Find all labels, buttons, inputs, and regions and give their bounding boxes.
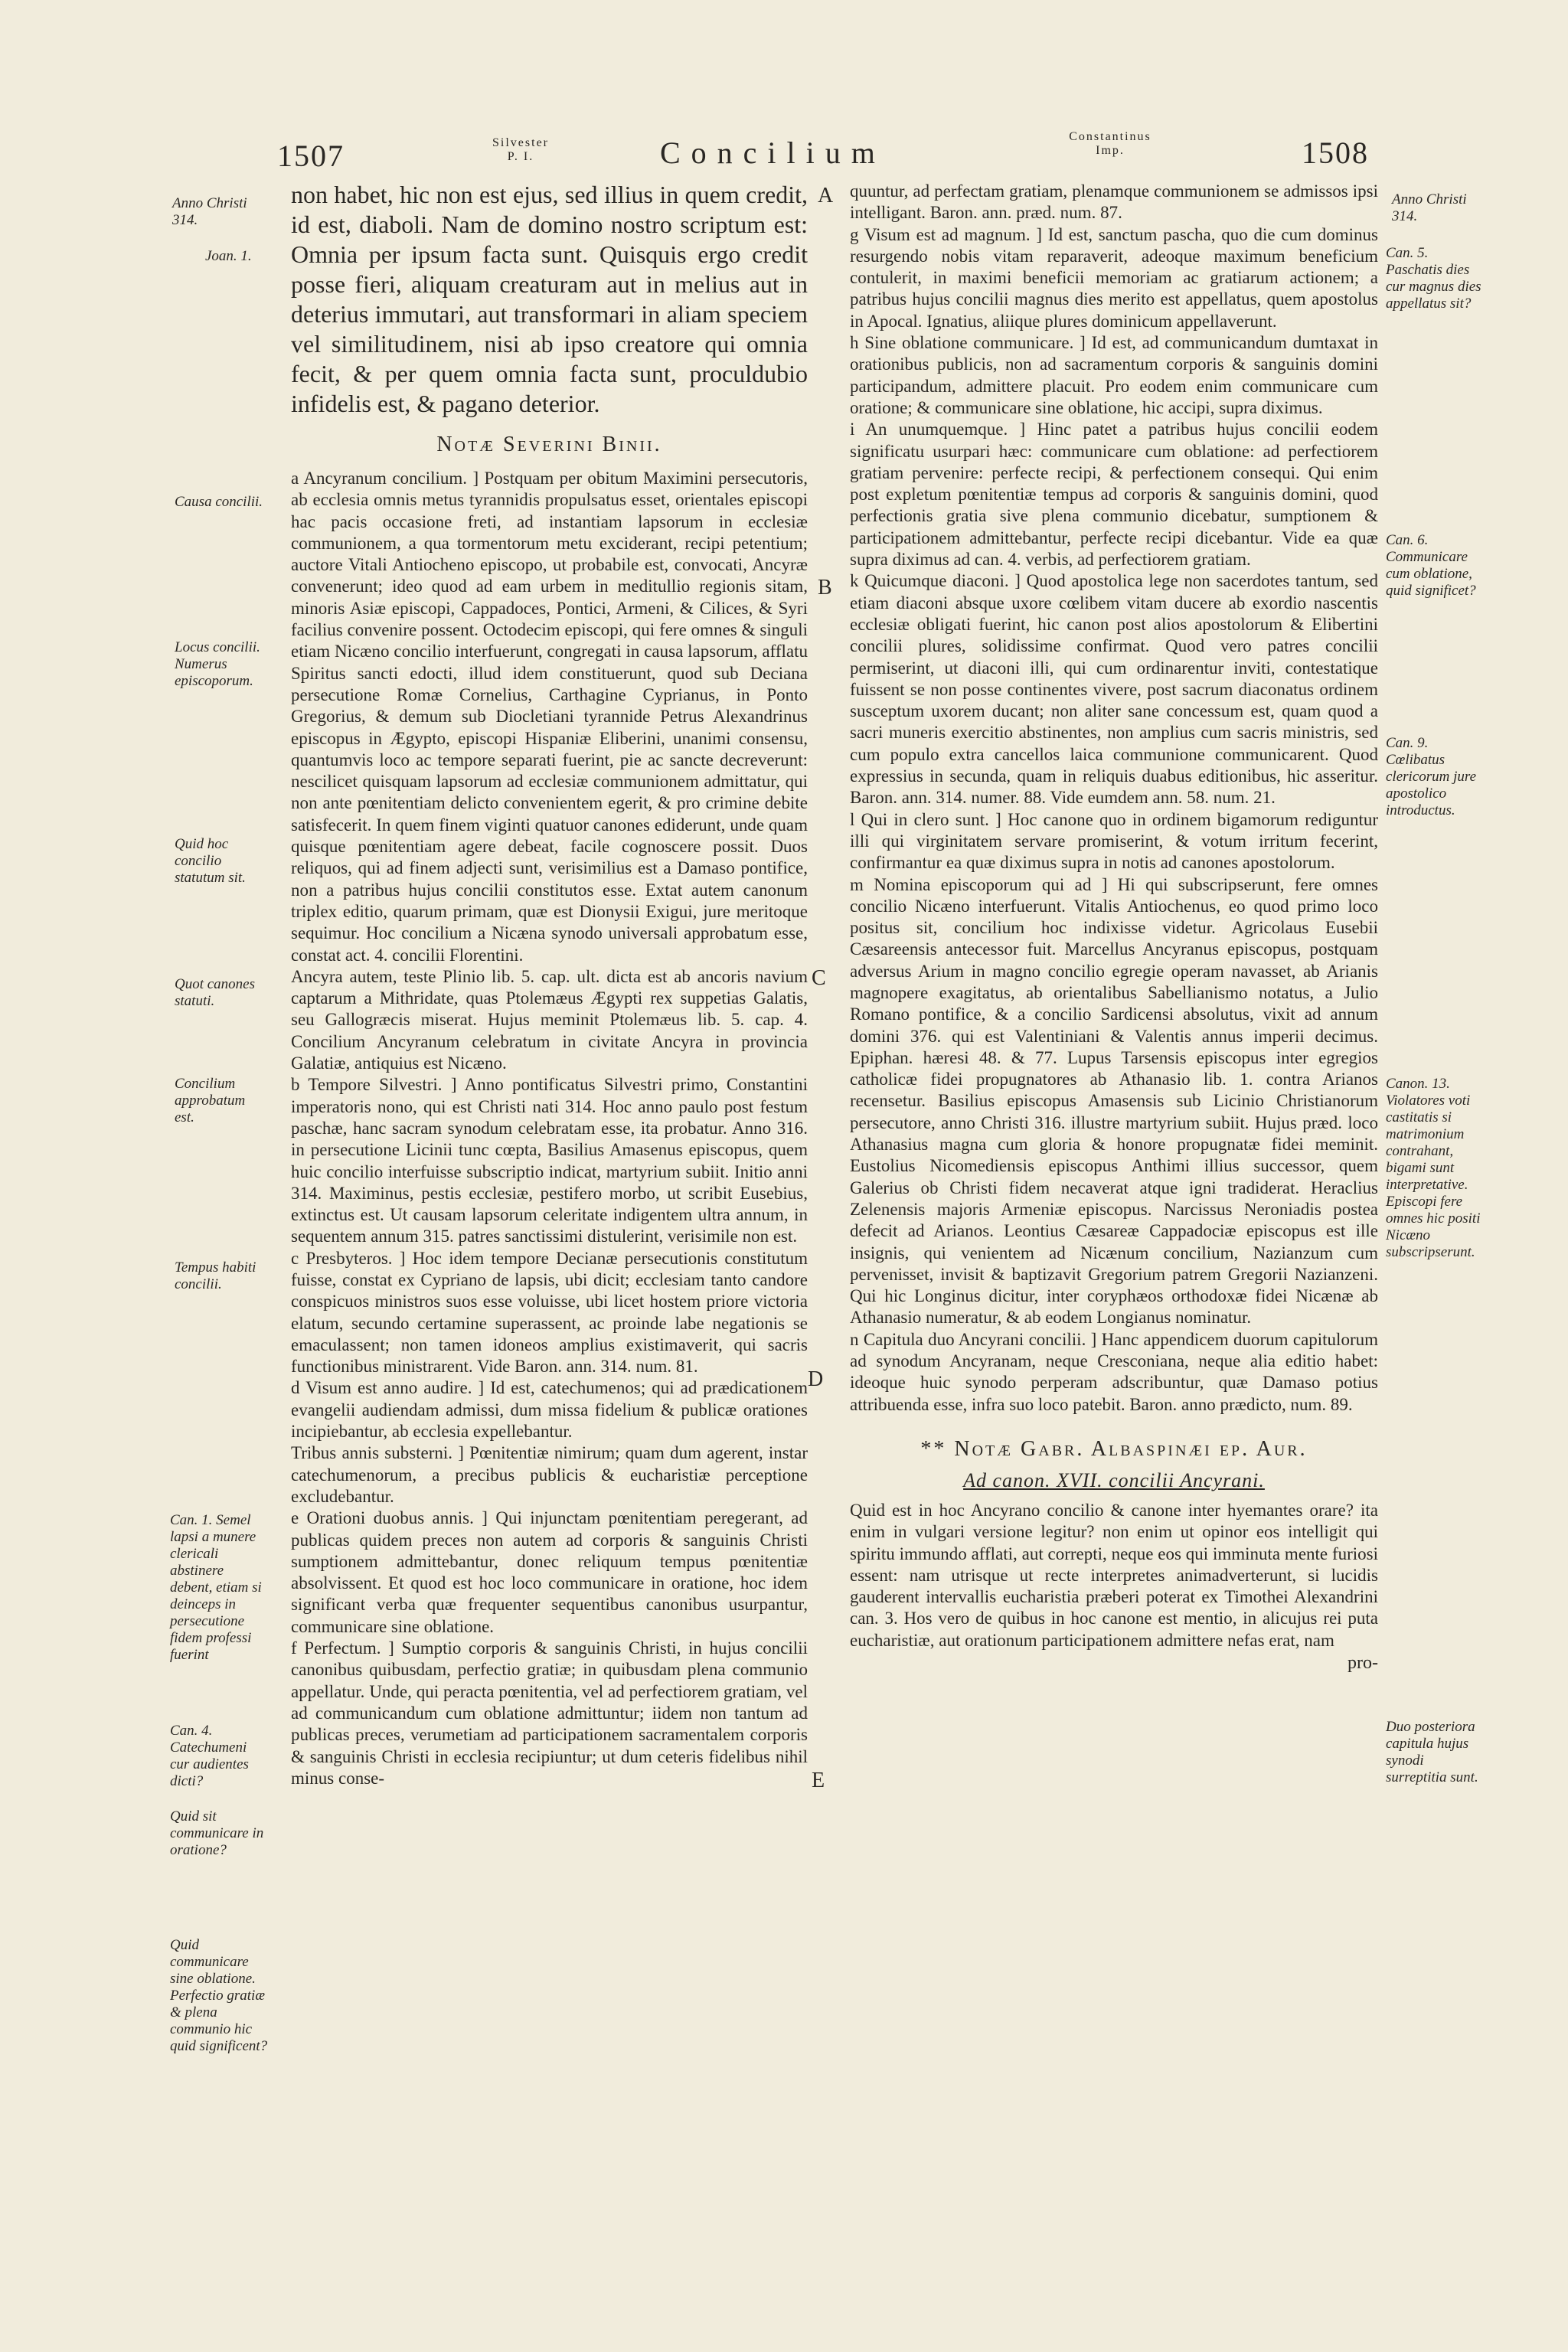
margin-note-oblatione: Quid communicare sine oblatione. Perfectio gratiæ & plena communio hic quid significent?	[170, 1937, 268, 2054]
note-paragraph-e: e Orationi duobus annis. ] Qui injunctam pœnitentiam peregerant, ad publicas quidem preces non autem ad corporis & sanguinis Christi sumptionem admittebantur, donec reliquum tempus pœnitentiæ absolvissent. Et quod est hoc loco communicare in oratione, hoc idem significant verba quæ frequenter sequentibus canonibus usurpantur, communicare sine oblatione.	[291, 1508, 808, 1636]
final-paragraph: Quid est in hoc Ancyrano concilio & canone inter hyemantes orare? ita enim in vulgari versione legitur? non enim ut opinor eos intelligit qui spiritu immundo afflati, aut correpti, neque eos qui imminuta mente furiosi essent: nam utrisque ut recte interpretes animadverterunt, si lucidis gauderent intervallis eucharistia præberi poterat ex Timothei Alexandrini can. 3. Hos vero de quibus in hoc canone est mentio, in alicujus rei puta eucharistiæ, aut orationum participationem admittere nefas erat, nam	[850, 1500, 1378, 1650]
page-title: Concilium	[660, 136, 886, 170]
pope-name: Silvester	[492, 136, 549, 149]
right-notes	[850, 181, 1378, 1416]
margin-note-can6: Can. 6. Communicare cum oblatione, quid significet?	[1386, 532, 1476, 599]
margin-note-quid-hoc: Quid hoc concilio statutum sit.	[175, 836, 246, 886]
note-paragraph-l: l Qui in clero sunt. ] Hoc canone quo in ordinem bigamorum rediguntur illi qui virginitatem servare promiserint, & votum irritum fecerint, confirmantur ea quæ diximus supra in notis ad canones apostolorum.	[850, 809, 1378, 873]
note-paragraph-g: g Visum est ad magnum. ] Id est, sanctum pascha, quo die cum dominus resurgendo nobis vitam reparaverit, adeoque maximum beneficium contulerit, in maximi beneficii memoriam ac gratiarum actionem; a patribus hujus concilii magnus dies merito est appellatus, quem apostolus in Apocal. Ignatius, aliique plures dominicum appellaverunt.	[850, 224, 1378, 331]
margin-note-locus: Locus concilii. Numerus episcoporum.	[175, 639, 260, 689]
column-letter-c: C	[812, 966, 826, 990]
emperor-sub: Imp.	[1096, 144, 1125, 157]
column-letter-d: D	[808, 1367, 824, 1391]
notes-heading-binii: Notæ Severini Binii.	[436, 433, 662, 456]
margin-note-duo: Duo posteriora capitula hujus synodi surreptitia sunt.	[1386, 1719, 1478, 1785]
notes-heading-albaspinaei: ** Notæ Gabr. Albaspinæi ep. Aur.	[920, 1436, 1308, 1461]
left-notes	[184, 468, 808, 1789]
note-paragraph-c: c Presbyteros. ] Hoc idem tempore Decianæ persecutionis constitutum fuisse, constat ex Cypriano de lapsis, ubi dicit; ecclesiam tanto candore conspicuos ministros suos esse voluisse, ubi licet hostem priore victoria elatum, secundo certamine superassent, ac proinde labe negationis se emaculassent; non tamen idoneos amplius existimaverit, qui sacris functionibus ministrarent. Vide Baron. ann. 314. num. 81.	[291, 1248, 808, 1377]
margin-note-can5: Can. 5. Paschatis dies cur magnus dies appellatus sit?	[1386, 245, 1481, 312]
note-paragraph-cont: quuntur, ad perfectam gratiam, plenamque communionem se admissos ipsi intelligant. Baron. ann. præd. num. 87.	[850, 181, 1378, 223]
note-paragraph-m: m Nomina episcoporum qui ad ] Hi qui subscripserunt, fere omnes concilio Nicæno interfuerunt. Vitalis Antiochenus, eo quod primo loco positus sit, concilium hoc indixisse videtur. Agricolaus Eusebii Cæsareensis antecessor fuit. Marcellus Ancyranus episcopus, postquam adversus Arium in magno concilio egregie operam navasset, ab Arianis magnopere exagitatus, ab orientalibus Sabellianismo notatus, a Julio Romano pontifice, & a concilio Sardicensi absolutus, vixit ad annum domini 376. qui est Valentiniani & Valentis annus imperii decimus. Epiphan. hæresi 48. & 77. Lupus Tarsensis episcopus inter egregios catholicæ fidei propugnatores ab Athanasio lib. 1. contra Arianos recensetur. Basilius episcopus Amasensis sub Licinio Christianorum persecutore, anno Christi 316. illustre martyrium subiit. Hujus præd. loco Athanasius magna cum gloria & honore propugnatæ fidei meminit. Eustolius Nicomediensis episcopus Anthimi illius successor, quem Galerius ob Christi fidem necaverat atque igni tradiderat. Heraclius Zelenensis majoris Armeniæ episcopus. Narcissus Neroniadis postea defecit ad Arianos. Leontius Cæsareæ Cappadociæ episcopus est ille insignis, qui venientem ad Nicænum concilium, Nazianzum cum pervenisset, invisit & baptizavit Gregorium patrem Gregorii Nazianzeni. Qui hic Longinus dicitur, inter coryphæos orthodoxæ fidei Nicænæ ab Athanasio numeratur, & ab eodem Longianus nominatur.	[850, 874, 1378, 1328]
note-paragraph-b: b Tempore Silvestri. ] Anno pontificatus Silvestri primo, Constantini imperatoris nono, qui est Christi nati 314. Hoc anno paulo post festum paschæ, hanc sacram synodum celebratam esse, ita probatur. Anno 316. in persecutione Licinii tunc cœpta, Basilius Amasenus episcopus, quem huic concilio interfuisse subscriptio indicat, martyrium subiit. Initio anni 314. Maximinus, pestis ecclesiæ, pestifero morbo, ut scribit Eusebius, extinctus est. Ut causam lapsorum celeritate indigentem ultra annum, in sequentem annum 315. patres sanctissimi distulerint, verisimile non est.	[291, 1075, 808, 1246]
margin-note-communicare: Quid sit communicare in oratione?	[170, 1808, 264, 1858]
left-column	[184, 180, 808, 1789]
note-paragraph-ancyra: Ancyra autem, teste Plinio lib. 5. cap. ult. dicta est ab ancoris navium captarum a Mithridate, quas Ptolemæus Ægypti rex suppetias Galatis, seu Gallogræcis miserat. Hujus meminit Ptolemæus lib. 5. cap. 4. Concilium Ancyranum celebratum in civitate Ancyra in provincia Galatiæ, antiquius est Nicæno.	[291, 966, 808, 1073]
margin-note-can13: Canon. 13. Violatores voti castitatis si matrimonium contrahant, bigami sunt interpretative. Episcopi fere omnes hic positi Nicæno subscripserunt.	[1386, 1076, 1481, 1260]
margin-note-anno-right: Anno Christi 314.	[1392, 191, 1467, 224]
note-paragraph-a: a Ancyranum concilium. ] Postquam per obitum Maximini persecutoris, ab ecclesia omnis metus tyrannidis propulsatus esset, orientales episcopi hac pacis occasione freti, ad instantiam lapsorum in ecclesiæ communionem, a qua tormentorum metu exciderant, recipi petentium; auctore Vitali Antiocheno episcopo, ut probabile est, convocati, Ancyræ convenerunt; ideo quod ad eam urbem in meditullio regionis sitam, minoris Asiæ episcopi, Cappadoces, Pontici, Armeni, & Cilices, & Syri facilius convenire possent. Octodecim episcopi, qui fere omnes & singuli etiam Nicæno concilio interfuerunt, congregati in causa lapsorum, afflatu Spiritus sancti edocti, illud idem constituerunt, quod sub Deciana persecutione Romæ Cornelius, Carthagine Cyprianus, in Ponto Gregorius, & demum sub Diocletiani tyrannide Petrus Alexandrinus episcopus in Ægypto, episcopi Hispaniæ Eliberini, unanimi consensu, quantumvis loco ac tempore separati fuerint, pie ac sancte decreverunt: nescilicet quisquam lapsorum ad ecclesiæ communionem admittatur, qui non ante pœnitentiam delicto convenientem egerit, & pro crimine debite satisfecerit. In quem finem viginti quatuor canones ediderunt, unde quam quisque pœnitentiam agere debeat, facile cognoscere possit. Duos reliquos, qui ad finem adjecti sunt, verisimilius est a Damaso pontifice, non a patribus hujus concilii constitutos esse. Extat autem canonum triplex editio, quarum primam, quæ est Dionysii Exigui, jure meritoque sequimur. Hoc concilium a Nicæna synodo universali approbatum esse, constat act. 4. concilii Florentini.	[291, 469, 808, 965]
notes-subheading-canon: Ad canon. XVII. concilii Ancyrani.	[963, 1468, 1265, 1491]
right-column	[850, 181, 1378, 1674]
margin-note-approbatum: Concilium approbatum est.	[175, 1076, 246, 1125]
note-paragraph-i: i An unumquemque. ] Hinc patet a patribus hujus concilii eodem significatu usurpari hæc: communicare cum oblatione: ad perfectiorem gratiam pervenire: perfecte recipi, & perfectionem consequi. Qui enim post expletum pœnitentiæ tempus ad corporis & sanguinis domini, quod perfectionis gratia sive plena communio dicebatur, sumptionem & participationem admittebantur, perfecte recipi dicebantur. Vide ea quæ supra diximus ad can. 4. verbis, ad perfectiorem gratiam.	[850, 420, 1378, 570]
column-letter-a: A	[818, 184, 834, 207]
margin-note-can4: Can. 4. Catechumeni cur audientes dicti?	[170, 1723, 249, 1789]
column-letter-e: E	[812, 1769, 825, 1792]
margin-note-tempus: Tempus habiti concilii.	[175, 1259, 256, 1292]
margin-note-can9: Can. 9. Cœlibatus clericorum jure apostolico introductus.	[1386, 735, 1477, 818]
left-intro-text: non habet, hic non est ejus, sed illius in quem credit, id est, diaboli. Nam de domino nostro scriptum est: Omnia per ipsum facta sunt. Quisquis ergo credit posse fieri, aliquam creaturam aut in melius aut in deterius immutari, aut transformari in aliam speciem vel similitudinem, nisi ab ipso creatore qui omnia fecit, & per quem omnia facta sunt, proculdubio infidelis est, & pagano deterior.	[291, 181, 808, 417]
emperor-name: Constantinus	[1069, 130, 1152, 143]
margin-note-joan: Joan. 1.	[205, 248, 252, 264]
note-paragraph-d: d Visum est anno audire. ] Id est, catechumenos; qui ad prædicationem evangelii audiendam admissi, dum missa fidelium & publicæ orationes incipiebantur, ab ecclesia expellebantur.	[291, 1378, 808, 1442]
margin-note-anno: Anno Christi 314.	[172, 195, 247, 228]
margin-note-causa: Causa concilii.	[175, 494, 263, 510]
margin-note-quot: Quot canones statuti.	[175, 976, 256, 1009]
note-paragraph-f: f Perfectum. ] Sumptio corporis & sanguinis Christi, in hujus concilii canonibus quibusdam, perfectio gratiæ; in quibusdam plena communio appellatur. Unde, qui peracta pœnitentia, vel ad perfectiorem gratiam, vel ad communicandum cum oblatione admittuntur; iidem non tantum ad publicas preces, verumetiam ad participationem sacramentalem corporis & sanguinis Christi in ecclesia recipiuntur; ut dum ceteris fidelibus nihil minus conse-	[291, 1638, 808, 1788]
running-head-emperor	[1018, 130, 1202, 158]
margin-note-can1: Can. 1. Semel lapsi a munere clericali abstinere debent, etiam si deinceps in persecutione fidem professi fuerint	[170, 1512, 262, 1663]
page-number-right: 1508	[1302, 136, 1369, 170]
column-letter-b: B	[818, 576, 832, 599]
note-paragraph-k: k Quicumque diaconi. ] Quod apostolica lege non sacerdotes tantum, sed etiam diaconi absque uxore cœlibem vitam ducere ab exordio nascentis ecclesiæ obligati fuerint, hic canon post alios apostolorum & Elibertini concilii plures, solidissime confirmat. Quod vero patres concilii permiserint, ut diaconi illi, qui cum ordinarentur inviti, contestatique fuissent se non posse continentes vivere, post sacrum diaconatus ordinem susceptum uxorem ducant; non aliter sane concessum est, quam quod a sacri muneris exercitio abstinentes, non amplius cum sacris ministris, sed cum populo extra cancellos laica communione communicarent. Quod expressius in secunda, quam in reliquis duabus editionibus, hic asseritur. Baron. ann. 314. numer. 88. Vide eumdem ann. 58. num. 21.	[850, 571, 1378, 808]
running-head-pope	[459, 136, 582, 164]
note-paragraph-tribus: Tribus annis substerni. ] Pœnitentiæ nimirum; quam dum agerent, instar catechumenorum, a precibus publicis & eucharistiæ perceptione excludebantur.	[291, 1443, 808, 1506]
pope-number: P. I.	[507, 150, 534, 163]
page-number-left: 1507	[277, 139, 345, 173]
note-paragraph-h: h Sine oblatione communicare. ] Id est, ad communicandum dumtaxat in orationibus publicis, non ad sacramentum corporis & sanguinis domini participandum, admittere placuit. Pro eodem enim communicare cum oratione; & communicare sine oblatione, hic accipi, supra diximus.	[850, 333, 1378, 417]
catchword: pro-	[1348, 1653, 1378, 1673]
note-paragraph-n: n Capitula duo Ancyrani concilii. ] Hanc appendicem duorum capitulorum ad synodum Ancyranam, neque Cresconiana, neque alia editio habet: ideoque huic synodo perperam adscribuntur, quæ Damaso potius attribuenda esse, infra suo loco patebit. Baron. anno prædicto, num. 89.	[850, 1329, 1378, 1414]
